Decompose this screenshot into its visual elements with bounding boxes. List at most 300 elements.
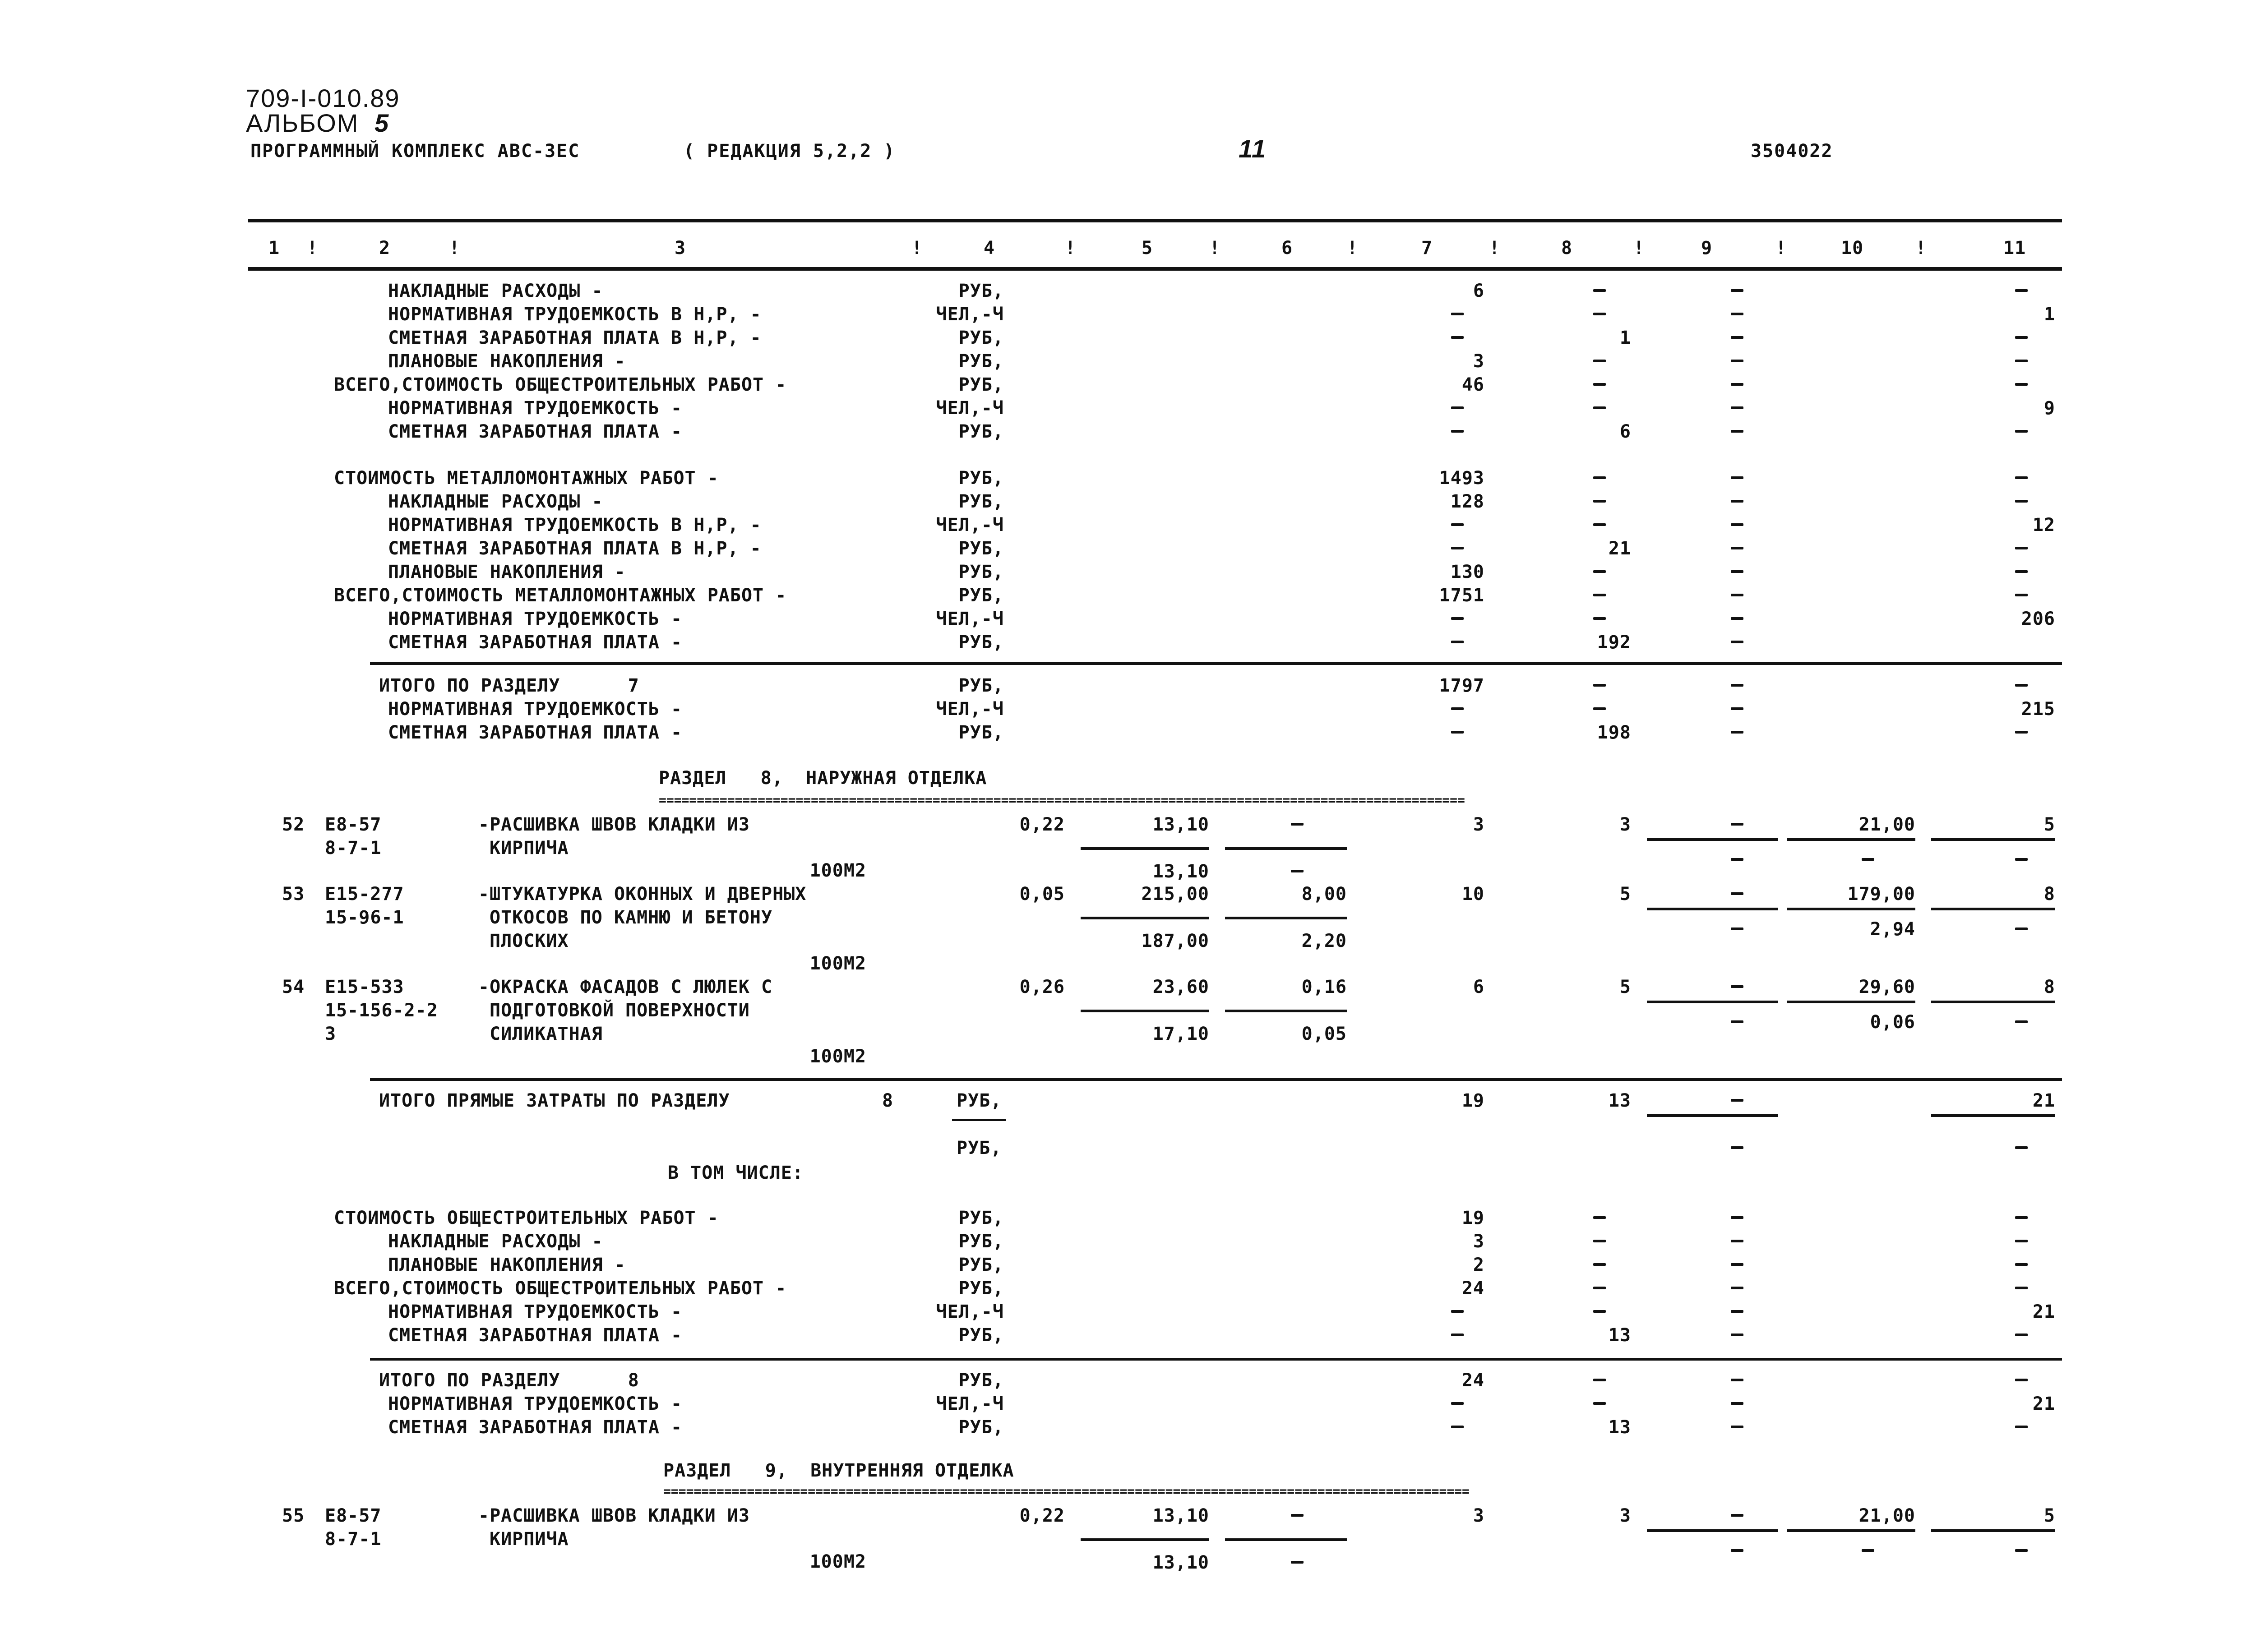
row-unit: РУБ, [958,374,1004,395]
col11-value: 21 [2032,1090,2055,1111]
item-unit: 100М2 [809,1046,866,1067]
c9-dash [1731,594,1743,596]
row-label: ВСЕГО,СТОИМОСТЬ ОБЩЕСТРОИТЕЛЬНЫХ РАБОТ - [334,374,787,395]
row-label: ПЛАНОВЫЕ НАКОПЛЕНИЯ - [388,562,626,582]
item-description: ПОДГОТОВКОЙ ПОВЕРХНОСТИ [490,1000,750,1021]
c8-dash [1593,570,1606,573]
c7-value: 3 [1473,351,1484,372]
c11-dash [2015,731,2028,734]
col5-value: 13,10 [1152,814,1209,835]
c11-value: 206 [2021,609,2055,629]
c9-dash [1731,476,1743,479]
album-label: АЛЬБОМ [246,109,359,137]
program-name: ПРОГРАММНЫЙ КОМПЛЕКС АВС-ЗЕС [250,141,580,162]
c7-dash [1451,1402,1464,1405]
row-unit: РУБ, [958,491,1004,512]
c11-dash [2015,684,2028,687]
col5-rule [1081,1538,1209,1541]
row-label: НОРМАТИВНАЯ ТРУДОЕМКОСТЬ - [388,398,683,419]
c9-dash [1731,523,1743,526]
row-unit: РУБ, [958,585,1004,606]
c8-dash [1593,1310,1606,1313]
c9-dash [1731,617,1743,620]
c9-dash [1731,336,1743,339]
item-quantity: 0,26 [1019,977,1065,997]
c7-dash [1451,430,1464,433]
column-separator: ! [1209,238,1221,258]
col9-dash [1731,1020,1743,1023]
c11-dash [2015,289,2028,292]
item-description: ОТКОСОВ ПО КАМНЮ И БЕТОНУ [490,907,773,928]
item-description: СИЛИКАТНАЯ [490,1024,603,1044]
c7-dash [1451,1310,1464,1313]
row-unit: РУБ, [958,1208,1004,1228]
c8-value: 13 [1608,1325,1631,1346]
col10-value: 21,00 [1858,1505,1915,1526]
c7-value: 130 [1450,562,1484,582]
col11-value: 8 [2043,977,2055,997]
column-header-6: 6 [1281,238,1293,258]
column-header-3: 3 [675,238,686,258]
c11-value: 1 [2043,304,2055,325]
column-separator: ! [449,238,461,258]
row-label: СМЕТНАЯ ЗАРАБОТНАЯ ПЛАТА - [388,421,683,442]
col8-value: 13 [1608,1090,1631,1111]
c7-dash [1451,1426,1464,1428]
header-bottom-rule [248,267,2062,271]
row-unit: ЧЕЛ,-Ч [936,515,1004,535]
col9-dash [1731,1549,1743,1552]
section-9-title: РАЗДЕЛ 9, ВНУТРЕННЯЯ ОТДЕЛКА [663,1460,1014,1481]
c7-value: 6 [1473,281,1484,301]
col8-value: 3 [1619,814,1631,835]
direct-total-unit: РУБ, [957,1090,1002,1111]
c8-dash [1593,500,1606,503]
col11-rule [1931,838,2055,841]
col9-rule [1647,838,1778,841]
c8-dash [1593,360,1606,362]
row-label: ПЛАНОВЫЕ НАКОПЛЕНИЯ - [388,351,626,372]
row-unit: РУБ, [958,538,1004,559]
c8-value: 6 [1619,421,1631,442]
row-unit: РУБ, [958,1417,1004,1438]
col9-dash [1731,892,1743,895]
c11-dash [2015,1263,2028,1266]
col11-rule [1931,1001,2055,1003]
col6-rule [1225,847,1347,850]
column-header-7: 7 [1421,238,1433,258]
subtotal-rule [370,1078,2062,1081]
item-quantity: 0,22 [1019,814,1065,835]
c9-dash [1731,570,1743,573]
col5-value: 13,10 [1152,1505,1209,1526]
c7-dash [1451,1334,1464,1336]
row-label: СМЕТНАЯ ЗАРАБОТНАЯ ПЛАТА В Н,Р, - [388,538,762,559]
c9-dash [1731,731,1743,734]
c7-value: 128 [1450,491,1484,512]
item-number: 52 [282,814,305,835]
c7-value: 3 [1473,1231,1484,1252]
col9-dash [1731,858,1743,861]
c7-value: 19 [1461,1208,1484,1228]
column-header-10: 10 [1841,238,1864,258]
c9-dash [1731,707,1743,710]
c11-dash [2015,360,2028,362]
col6-value-2: 0,05 [1301,1024,1347,1044]
item-number: 53 [282,884,305,904]
c11-dash [2015,547,2028,549]
c8-value: 1 [1619,328,1631,348]
col7-value: 3 [1473,814,1484,835]
col5-rule [1081,917,1209,919]
document-id: 3504022 [1751,141,1833,162]
row-label: ВСЕГО,СТОИМОСТЬ МЕТАЛЛОМОНТАЖНЫХ РАБОТ - [334,585,787,606]
c8-dash [1593,1379,1606,1381]
column-header-5: 5 [1142,238,1153,258]
subtotal-rule [370,662,2062,665]
row-label: НОРМАТИВНАЯ ТРУДОЕМКОСТЬ - [388,699,683,720]
row-label: НАКЛАДНЫЕ РАСХОДЫ - [388,491,603,512]
c11-value: 21 [2032,1394,2055,1414]
col6-rule [1225,1538,1347,1541]
col6-value: 8,00 [1301,884,1347,904]
c7-value: 1751 [1439,585,1484,606]
col9-rule [1647,1001,1778,1003]
row-label: СМЕТНАЯ ЗАРАБОТНАЯ ПЛАТА - [388,1325,683,1346]
col6-dash [1291,823,1304,826]
col5-rule [1081,847,1209,850]
row-label: СМЕТНАЯ ЗАРАБОТНАЯ ПЛАТА В Н,Р, - [388,328,762,348]
row-unit: РУБ, [958,1255,1004,1275]
row-unit: РУБ, [958,1231,1004,1252]
row-unit: ЧЕЛ,-Ч [936,304,1004,325]
item-quantity: 0,05 [1019,884,1065,904]
c11-value: 9 [2043,398,2055,419]
col10-value: 21,00 [1858,814,1915,835]
column-separator: ! [911,238,923,258]
row-unit: РУБ, [958,421,1004,442]
col6-rule [1225,917,1347,919]
col9-dash [1731,1514,1743,1517]
col11-value: 5 [2043,814,2055,835]
col7-value: 10 [1461,884,1484,904]
col5-rule [1081,1010,1209,1012]
col6-dash [1291,1561,1304,1564]
col6-dash [1291,870,1304,872]
column-separator: ! [1065,238,1077,258]
item-description: ПЛОСКИХ [490,931,569,951]
row-unit: РУБ, [958,468,1004,489]
col10-value: 29,60 [1858,977,1915,997]
col11-dash [2015,1146,2028,1149]
col8-value: 5 [1619,884,1631,904]
col9-rule [1647,908,1778,910]
c9-dash [1731,1287,1743,1289]
direct-total-label: ИТОГО ПРЯМЫЕ ЗАТРАТЫ ПО РАЗДЕЛУ [379,1090,730,1111]
row-label: ИТОГО ПО РАЗДЕЛУ 7 [379,675,639,696]
c7-dash [1451,336,1464,339]
section-8-underline: ========================================================================================================== [659,793,1465,808]
column-header-1: 1 [268,238,280,258]
header-top-rule [248,219,2062,222]
direct-total-section: 8 [882,1090,894,1111]
row-unit: РУБ, [958,1370,1004,1391]
c8-value: 198 [1597,722,1631,743]
col9-rule [1647,1114,1778,1117]
c9-dash [1731,547,1743,549]
c8-dash [1593,289,1606,292]
section-9-underline: ========================================================================================================== [663,1484,1470,1499]
c9-dash [1731,360,1743,362]
item-description: КИРПИЧА [490,838,569,858]
item-number: 55 [282,1505,305,1526]
col10-rule [1787,908,1915,910]
col7-value: 6 [1473,977,1484,997]
c9-dash [1731,641,1743,643]
c9-dash [1731,313,1743,315]
item-description: -ОКРАСКА ФАСАДОВ С ЛЮЛЕК С [478,977,773,997]
c11-dash [2015,1240,2028,1242]
column-separator: ! [1489,238,1501,258]
col5-value: 215,00 [1141,884,1209,904]
c7-dash [1451,641,1464,643]
row-unit: РУБ, [958,675,1004,696]
row-unit: РУБ, [958,722,1004,743]
col10-rule [1787,1001,1915,1003]
unit-rule [952,1119,1006,1121]
c9-dash [1731,1402,1743,1405]
col11-value: 8 [2043,884,2055,904]
c11-dash [2015,1379,2028,1381]
col10-dash [1862,858,1874,861]
col11-dash [2015,1549,2028,1552]
c9-dash [1731,383,1743,386]
item-code-ref: 8-7-1 [325,838,382,858]
c11-dash [2015,1334,2028,1336]
row-label: НОРМАТИВНАЯ ТРУДОЕМКОСТЬ - [388,1394,683,1414]
c8-dash [1593,707,1606,710]
row-label: ВСЕГО,СТОИМОСТЬ ОБЩЕСТРОИТЕЛЬНЫХ РАБОТ - [334,1278,787,1299]
item-number: 54 [282,977,305,997]
col8-value: 5 [1619,977,1631,997]
item-code: Е8-57 [325,1505,382,1526]
column-separator: ! [1347,238,1359,258]
row-unit: ЧЕЛ,-Ч [936,398,1004,419]
col10-rule [1787,1529,1915,1532]
doc-code: 709-I-010.89 [246,84,400,112]
column-header-2: 2 [379,238,391,258]
c11-dash [2015,476,2028,479]
column-separator: ! [307,238,319,258]
item-code-ref: 15-156-2-2 [325,1000,438,1021]
item-code: Е8-57 [325,814,382,835]
c9-dash [1731,684,1743,687]
column-header-11: 11 [2003,238,2026,258]
c8-value: 13 [1608,1417,1631,1438]
row-unit: РУБ, [958,1325,1004,1346]
item-unit: 100М2 [809,953,866,974]
c9-dash [1731,1216,1743,1219]
col6-dash [1291,1514,1304,1517]
c11-dash [2015,500,2028,503]
col10-rule [1787,838,1915,841]
c8-dash [1593,313,1606,315]
c8-dash [1593,1240,1606,1242]
row-label: СМЕТНАЯ ЗАРАБОТНАЯ ПЛАТА - [388,1417,683,1438]
c7-value: 24 [1461,1370,1484,1391]
item-quantity: 0,22 [1019,1505,1065,1526]
c9-dash [1731,406,1743,409]
column-header-9: 9 [1701,238,1713,258]
c8-dash [1593,1216,1606,1219]
item-code: Е15-277 [325,884,404,904]
row-label: НОРМАТИВНАЯ ТРУДОЕМКОСТЬ - [388,609,683,629]
item-description: -РАСШИВКА ШВОВ КЛАДКИ ИЗ [478,814,750,835]
row-unit: ЧЕЛ,-Ч [936,609,1004,629]
item-description: -ШТУКАТУРКА ОКОННЫХ И ДВЕРНЫХ [478,884,807,904]
col7-value: 19 [1461,1090,1484,1111]
c8-value: 192 [1597,632,1631,653]
col10-value-2: 2,94 [1870,919,1915,940]
section-8-title: РАЗДЕЛ 8, НАРУЖНАЯ ОТДЕЛКА [659,768,987,789]
row-unit: ЧЕЛ,-Ч [936,699,1004,720]
c7-value: 2 [1473,1255,1484,1275]
row-label: НОРМАТИВНАЯ ТРУДОЕМКОСТЬ В Н,Р, - [388,515,762,535]
col11-dash [2015,1020,2028,1023]
col5-value-2: 187,00 [1141,931,1209,951]
row-label: НОРМАТИВНАЯ ТРУДОЕМКОСТЬ В Н,Р, - [388,304,762,325]
c7-dash [1451,547,1464,549]
c7-value: 1797 [1439,675,1484,696]
c9-dash [1731,1263,1743,1266]
item-code-ref: 8-7-1 [325,1529,382,1550]
col6-value: 0,16 [1301,977,1347,997]
c8-dash [1593,594,1606,596]
col5-value: 23,60 [1152,977,1209,997]
including-label: В ТОМ ЧИСЛЕ: [668,1163,804,1183]
c9-dash [1731,430,1743,433]
c11-value: 12 [2032,515,2055,535]
col9-dash [1731,823,1743,826]
row-label: НОРМАТИВНАЯ ТРУДОЕМКОСТЬ - [388,1301,683,1322]
row-label: СМЕТНАЯ ЗАРАБОТНАЯ ПЛАТА - [388,632,683,653]
c7-dash [1451,523,1464,526]
row-label: НАКЛАДНЫЕ РАСХОДЫ - [388,1231,603,1252]
item-description: -РАСШИВКА ШВОВ КЛАДКИ ИЗ [478,1505,750,1526]
col10-value-2: 0,06 [1870,1012,1915,1033]
col11-dash [2015,858,2028,861]
column-header-8: 8 [1561,238,1573,258]
col5-value-2: 17,10 [1152,1024,1209,1044]
c8-dash [1593,383,1606,386]
c8-dash [1593,476,1606,479]
column-separator: ! [1915,238,1927,258]
col5-value-2: 13,10 [1152,861,1209,882]
row-label: СТОИМОСТЬ ОБЩЕСТРОИТЕЛЬНЫХ РАБОТ - [334,1208,719,1228]
col11-value: 5 [2043,1505,2055,1526]
direct-total-unit-2: РУБ, [957,1138,1002,1158]
c11-dash [2015,1216,2028,1219]
col8-value: 3 [1619,1505,1631,1526]
c9-dash [1731,1310,1743,1313]
column-separator: ! [1775,238,1787,258]
c7-dash [1451,707,1464,710]
item-unit: 100М2 [809,1551,866,1572]
c7-value: 1493 [1439,468,1484,489]
col9-dash [1731,985,1743,988]
c7-dash [1451,406,1464,409]
row-unit: РУБ, [958,1278,1004,1299]
item-code: Е15-533 [325,977,404,997]
col10-value: 179,00 [1847,884,1915,904]
c8-value: 21 [1608,538,1631,559]
c7-value: 46 [1461,374,1484,395]
c11-dash [2015,594,2028,596]
c9-dash [1731,500,1743,503]
item-code-extra: 3 [325,1024,337,1044]
c9-dash [1731,1426,1743,1428]
col11-dash [2015,928,2028,930]
col6-rule [1225,1010,1347,1012]
column-separator: ! [1633,238,1645,258]
c11-value: 21 [2032,1301,2055,1322]
edition: ( РЕДАКЦИЯ 5,2,2 ) [684,141,896,162]
item-unit: 100М2 [809,860,866,881]
row-label: СМЕТНАЯ ЗАРАБОТНАЯ ПЛАТА - [388,722,683,743]
c11-dash [2015,383,2028,386]
col11-rule [1931,1529,2055,1532]
row-unit: ЧЕЛ,-Ч [936,1394,1004,1414]
col9-dash [1731,1146,1743,1149]
album-number: 5 [374,109,390,137]
item-description: КИРПИЧА [490,1529,569,1550]
c9-dash [1731,1240,1743,1242]
c8-dash [1593,1287,1606,1289]
c9-dash [1731,1334,1743,1336]
row-unit: РУБ, [958,281,1004,301]
c7-dash [1451,731,1464,734]
col9-dash [1731,1099,1743,1102]
c8-dash [1593,684,1606,687]
row-label: ПЛАНОВЫЕ НАКОПЛЕНИЯ - [388,1255,626,1275]
c9-dash [1731,289,1743,292]
col9-rule [1647,1529,1778,1532]
row-unit: РУБ, [958,351,1004,372]
row-unit: РУБ, [958,632,1004,653]
row-unit: РУБ, [958,328,1004,348]
page-number: 11 [1239,134,1267,163]
row-label: НАКЛАДНЫЕ РАСХОДЫ - [388,281,603,301]
row-label: ИТОГО ПО РАЗДЕЛУ 8 [379,1370,639,1391]
c8-dash [1593,1402,1606,1405]
c7-value: 24 [1461,1278,1484,1299]
c9-dash [1731,1379,1743,1381]
subtotal-rule [370,1358,2062,1361]
c8-dash [1593,406,1606,409]
c7-dash [1451,313,1464,315]
c8-dash [1593,1263,1606,1266]
col6-value-2: 2,20 [1301,931,1347,951]
column-header-4: 4 [984,238,995,258]
c8-dash [1593,617,1606,620]
c11-dash [2015,570,2028,573]
col11-rule [1931,908,2055,910]
c11-value: 215 [2021,699,2055,720]
col9-dash [1731,928,1743,930]
row-unit: РУБ, [958,562,1004,582]
c7-dash [1451,617,1464,620]
c11-dash [2015,336,2028,339]
